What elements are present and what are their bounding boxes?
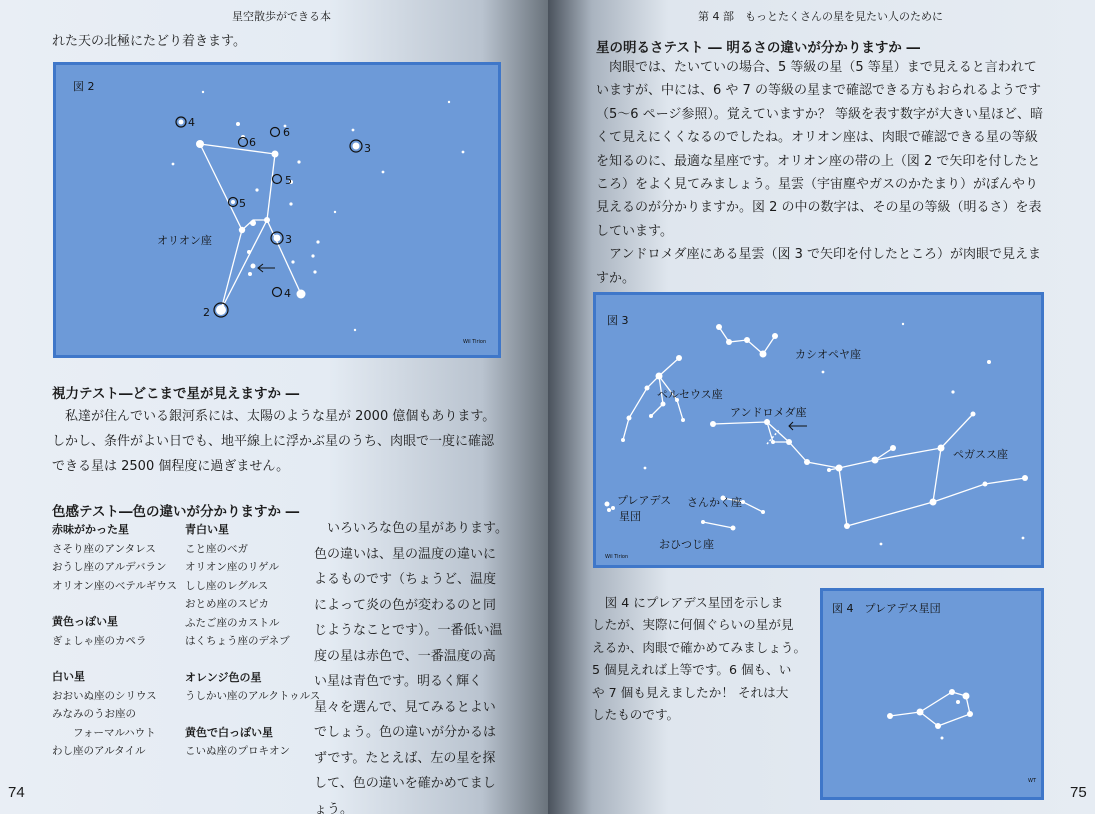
paragraph-line: 肉眼では、たいていの場合、5 等級の星（5 等星）まで見えると言われて bbox=[596, 60, 1037, 75]
constellation-label: ペガスス座 bbox=[953, 448, 1008, 461]
paragraph-line: よるものです（ちょうど、温度 bbox=[314, 572, 497, 587]
mag-label: 4 bbox=[188, 116, 195, 129]
star-item: わし座のアルタイル bbox=[52, 745, 146, 757]
paragraph-line: 度の星は赤色で、一番温度の高 bbox=[314, 648, 496, 664]
star-item: ぎょしゃ座のカペラ bbox=[52, 634, 147, 647]
orion-star-map bbox=[53, 62, 501, 358]
group-heading: 赤味がかった星 bbox=[52, 523, 129, 536]
color-test-title: 色感テスト―色の違いが分かりますか ― bbox=[52, 504, 300, 520]
paragraph-line: して、色の違いを確かめてまし bbox=[314, 776, 496, 791]
pleiades-star-map bbox=[820, 588, 1044, 800]
group-heading: 青白い星 bbox=[185, 523, 229, 536]
mag-label: 5 bbox=[285, 174, 292, 187]
paragraph-line: を知るのに、最適な星座です。オリオン座の帯の上（図 2 で矢印を付したと bbox=[596, 153, 1041, 169]
running-header: 第 4 部 もっとたくさんの星を見たい人のために bbox=[698, 10, 943, 23]
paragraph-line: 私達が住んでいる銀河系には、太陽のような星が 2000 億個もあります。 bbox=[52, 409, 496, 424]
paragraph-line: えるか、肉眼で確かめてみましょう。 bbox=[592, 639, 807, 655]
vision-test-title: 視力テスト―どこまで星が見えますか ― bbox=[52, 386, 300, 402]
vision-test-text bbox=[52, 404, 495, 479]
group-heading: 黄色で白っぽい星 bbox=[185, 725, 273, 739]
paragraph-line: くて見えにくくなるのでしたね。オリオン座は、肉眼で確認できる星の等級 bbox=[596, 130, 1038, 146]
paragraph-line: いろいろな色の星があります。 bbox=[314, 521, 508, 536]
star-item: ふたご座のカストル bbox=[185, 616, 280, 629]
constellation-label: プレアデス bbox=[617, 494, 672, 507]
figure-credit: Wil Tirion bbox=[605, 554, 629, 560]
constellation-label: カシオペヤ座 bbox=[795, 348, 861, 361]
paragraph-line: したものです。 bbox=[592, 707, 680, 723]
mag-label: 6 bbox=[283, 126, 290, 139]
mag-label: 6 bbox=[249, 136, 256, 149]
constellation-label: おひつじ座 bbox=[659, 538, 714, 551]
paragraph-line: じようなことです）。一番低い温 bbox=[314, 623, 503, 638]
star-item: さそり座のアンタレス bbox=[52, 542, 156, 555]
paragraph-line: したが、実際に何個ぐらいの星が見 bbox=[592, 617, 794, 633]
figure-4-label: 図 4 プレアデス星団 bbox=[832, 602, 941, 615]
star-item: しし座のレグルス bbox=[185, 579, 269, 592]
right-page bbox=[548, 0, 1095, 814]
mag-label: 5 bbox=[239, 197, 246, 210]
constellation-label: アンドロメダ座 bbox=[730, 406, 807, 419]
paragraph-line: すか。 bbox=[596, 270, 636, 286]
group-heading: 黄色っぽい星 bbox=[52, 615, 118, 628]
paragraph-line: できる星は 2500 個程度に過ぎません。 bbox=[52, 459, 290, 474]
paragraph-line: い星は青色です。明るく輝く bbox=[314, 674, 482, 689]
paragraph-line: 図 4 にプレアデス星団を示しま bbox=[592, 595, 784, 610]
star-item: オリオン座のリゲル bbox=[185, 561, 279, 573]
pleiades-text bbox=[592, 592, 806, 726]
group-heading: オレンジ色の星 bbox=[185, 670, 262, 684]
paragraph-line: 見えるのが分かりますか。図 2 の中の数字は、その星の等級（明るさ）を表 bbox=[596, 200, 1042, 216]
constellation-label: 星団 bbox=[619, 510, 641, 523]
star-item: オリオン座のベテルギウス bbox=[52, 579, 178, 592]
nebula-arrow bbox=[258, 264, 275, 272]
orion-lines bbox=[200, 144, 301, 310]
page-number: 75 bbox=[1070, 784, 1087, 801]
star-item: おとめ座のスピカ bbox=[185, 598, 269, 610]
intro-line: れた天の北極にたどり着きます。 bbox=[52, 34, 246, 49]
figure-credit: Wil Tirion bbox=[463, 339, 487, 345]
paragraph-line: ょう。 bbox=[314, 801, 354, 814]
mag-label: 3 bbox=[285, 233, 292, 246]
orion-label: オリオン座 bbox=[157, 234, 212, 247]
paragraph-line: や 7 個も見えましたか！ それは大 bbox=[592, 684, 789, 700]
mag-label: 3 bbox=[364, 142, 371, 155]
paragraph-line: 5 個見えれば上等です。6 個も、い bbox=[592, 662, 792, 678]
paragraph-line: いますが、中には、6 や 7 の等級の星まで確認できる方もおられるようです bbox=[596, 83, 1041, 99]
star-item: こと座のベガ bbox=[185, 542, 248, 555]
group-heading: 白い星 bbox=[52, 670, 85, 683]
star-item: みなみのうお座の bbox=[52, 708, 136, 720]
paragraph-line: によって炎の色が変わるのと同 bbox=[314, 597, 497, 613]
pleiades-lines bbox=[890, 692, 970, 726]
star-item: こいぬ座のプロキオン bbox=[185, 745, 290, 757]
orion-stars bbox=[172, 91, 465, 331]
figure-3-andromeda bbox=[593, 292, 1044, 568]
star-color-column-1 bbox=[52, 521, 177, 761]
paragraph-line: アンドロメダ座にある星雲（図 3 で矢印を付したところ）が肉眼で見えま bbox=[596, 247, 1042, 263]
star-item: フォーマルハウト bbox=[52, 726, 156, 739]
figure-credit: WT bbox=[1028, 778, 1036, 784]
star-color-column-2 bbox=[185, 521, 320, 761]
paragraph-line: しています。 bbox=[596, 223, 673, 239]
star-item: おうし座のアルデバラン bbox=[52, 561, 167, 573]
paragraph-line: ずです。たとえば、左の星を探 bbox=[314, 750, 496, 766]
brightness-test-text bbox=[596, 56, 1043, 290]
paragraph-line: でしょう。色の違いが分かるは bbox=[314, 725, 497, 740]
paragraph-line: 色の違いは、星の温度の違いに bbox=[314, 546, 497, 562]
star-item: おおいぬ座のシリウス bbox=[52, 689, 157, 702]
paragraph-line: しかし、条件がよい日でも、地平線上に浮かぶ星のうち、肉眼で一度に確認 bbox=[52, 434, 495, 449]
star-item: はくちょう座のデネブ bbox=[185, 635, 290, 647]
autumn-star-map bbox=[593, 292, 1044, 568]
mag-label: 4 bbox=[284, 287, 291, 300]
brightness-test-title: 星の明るさテスト ― 明るさの違いが分かりますか ― bbox=[596, 40, 921, 56]
star-item: うしかい座のアルクトゥルス bbox=[185, 690, 321, 702]
running-header: 星空散歩ができる本 bbox=[232, 10, 331, 23]
paragraph-line: ころ）をよく見てみましょう。星雲（宇宙塵やガスのかたまり）がぼんやり bbox=[596, 177, 1039, 193]
magnitude-rings bbox=[176, 117, 362, 317]
figure-3-label: 図 3 bbox=[607, 314, 629, 327]
mag-label: 2 bbox=[203, 306, 210, 319]
figure-4-pleiades bbox=[820, 588, 1044, 800]
color-test-text bbox=[314, 516, 508, 814]
paragraph-line: 星々を選んで、見てみるとよい bbox=[314, 699, 496, 715]
paragraph-line: （5〜6 ページ参照）。覚えていますか？ 等級を表す数字が大きい星ほど、暗 bbox=[596, 106, 1044, 122]
constellation-label: ペルセウス座 bbox=[657, 388, 723, 401]
constellation-label: さんかく座 bbox=[687, 496, 742, 509]
page-number: 74 bbox=[8, 784, 25, 801]
figure-2-label: 図 2 bbox=[73, 80, 95, 93]
figure-2-orion bbox=[53, 62, 501, 358]
